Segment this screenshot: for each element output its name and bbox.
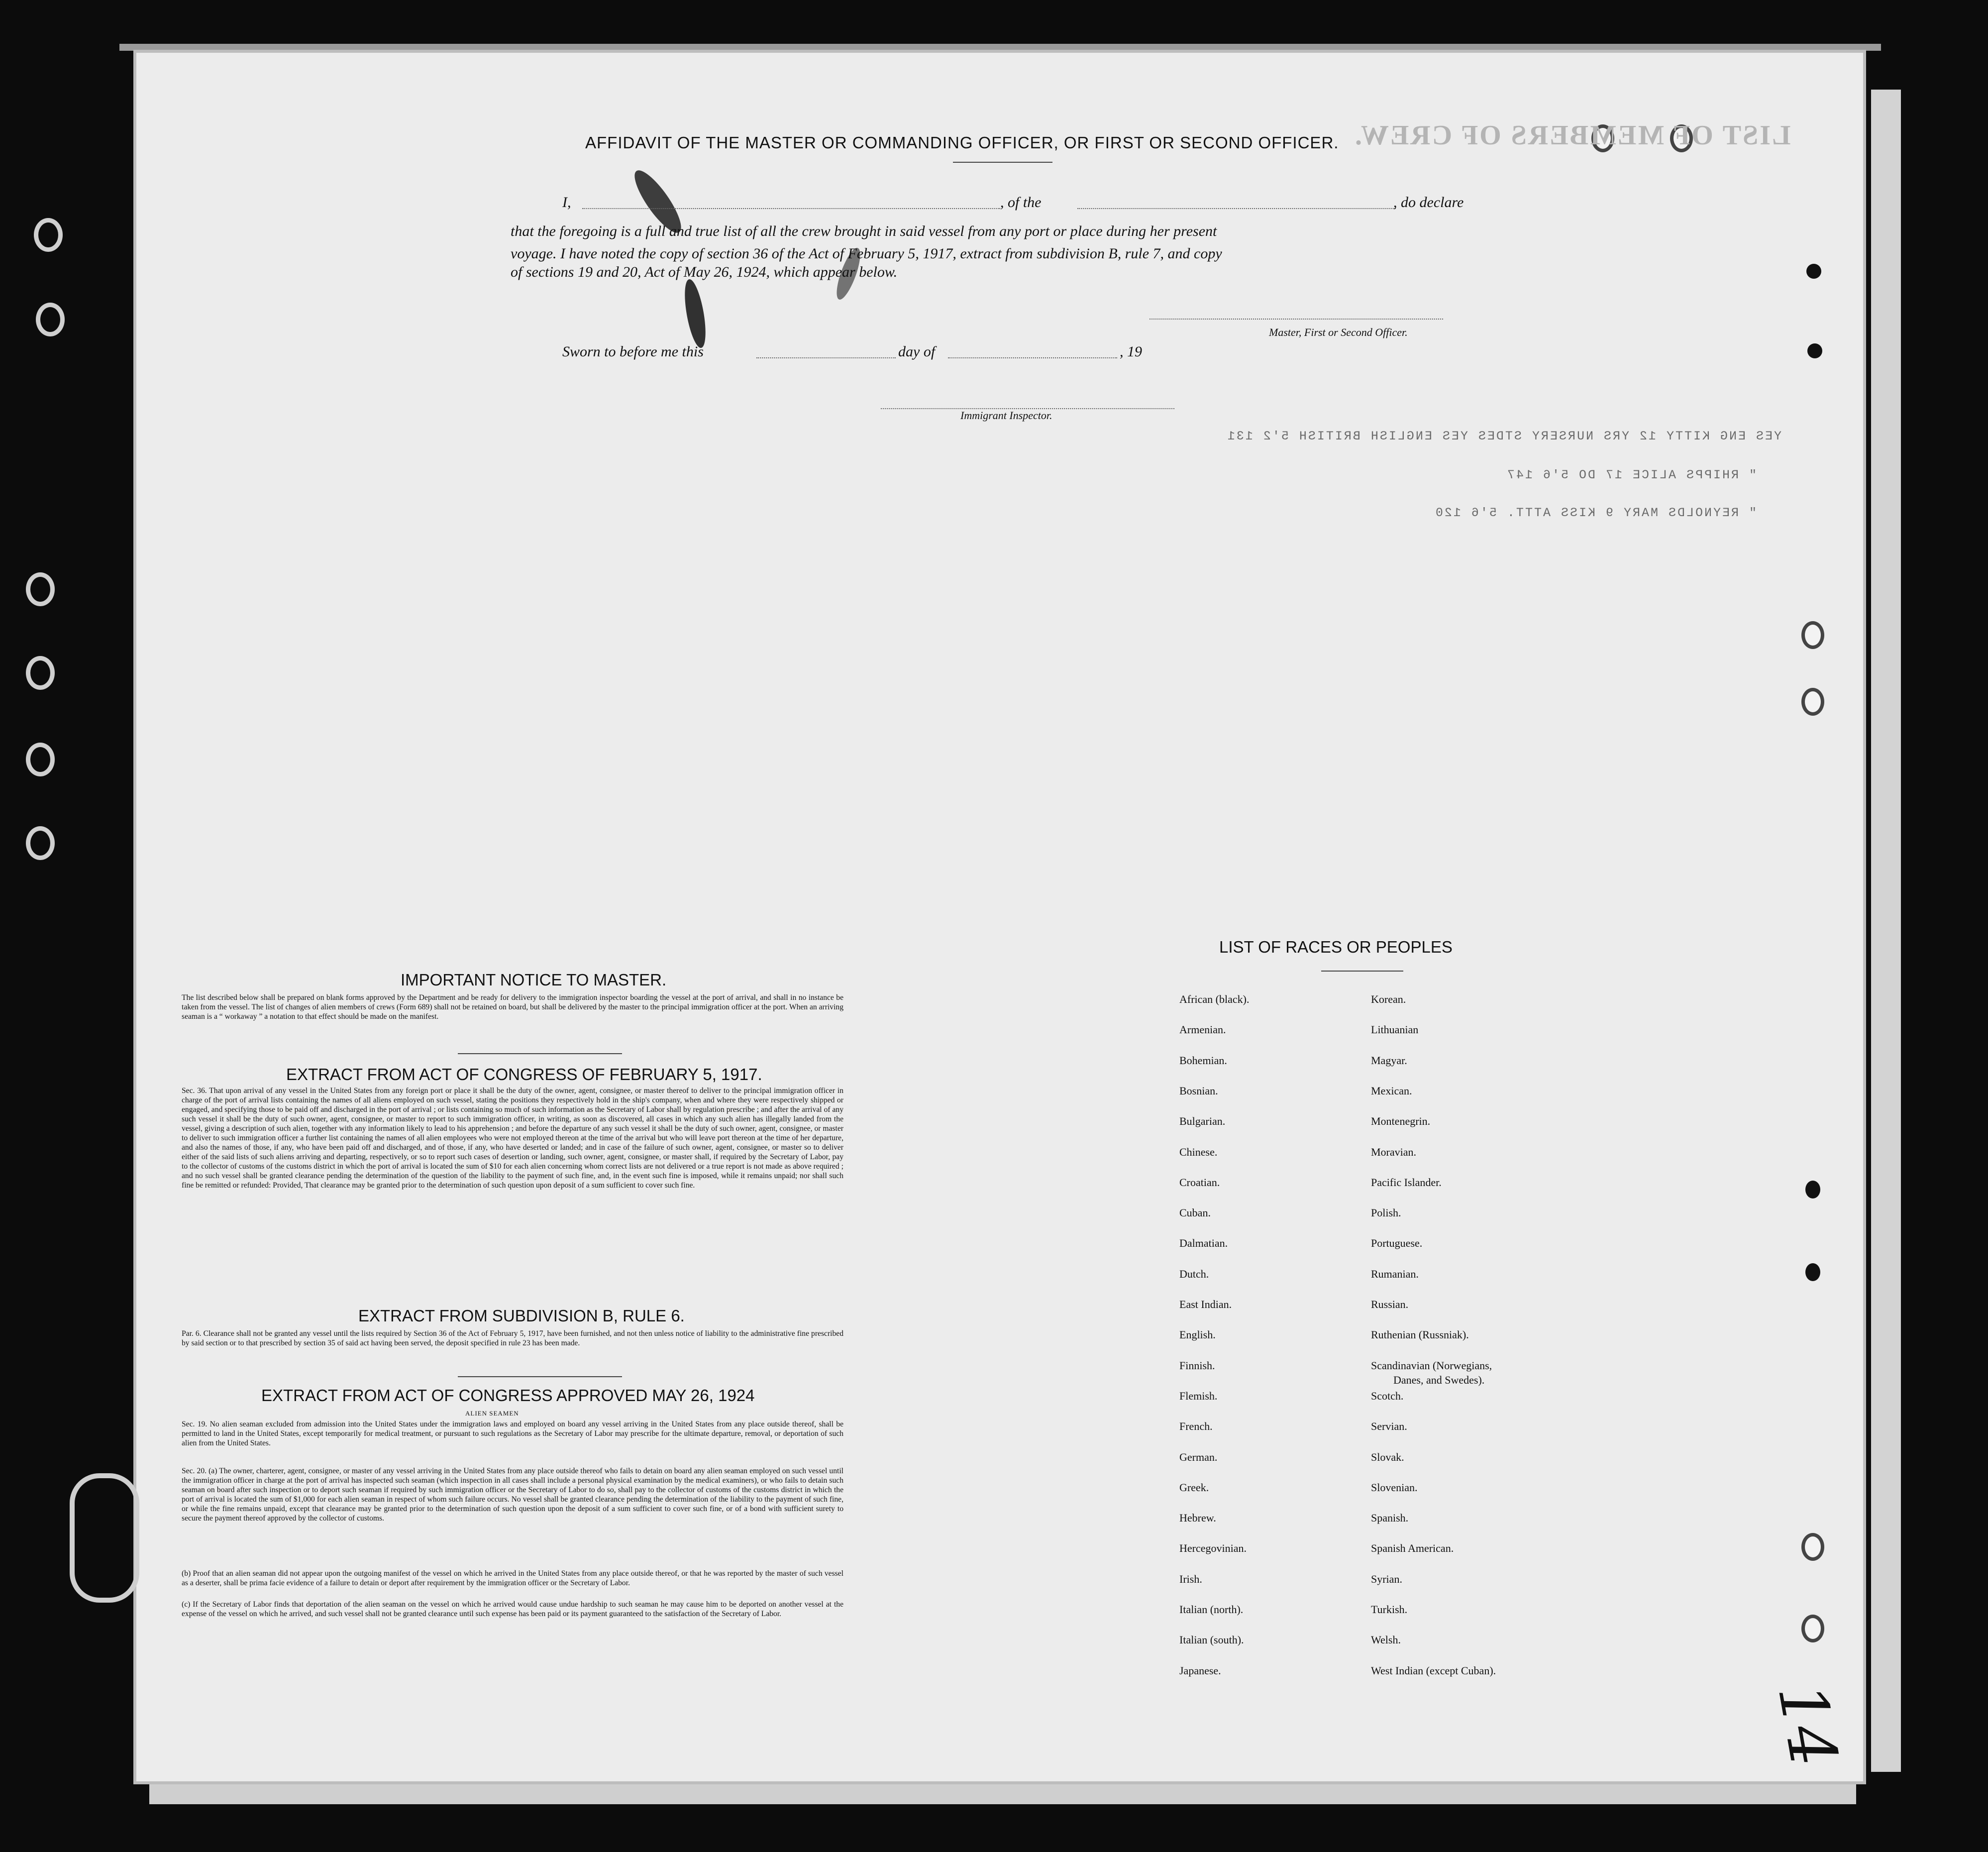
binder-hole (36, 303, 65, 336)
race-item: Spanish. (1371, 1512, 1409, 1525)
races-underline (1321, 971, 1403, 972)
race-item: German. (1179, 1450, 1218, 1463)
sworn-year: , 19 (1120, 343, 1142, 360)
race-item: Irish. (1179, 1572, 1202, 1585)
race-item: Moravian. (1371, 1145, 1417, 1158)
race-item: East Indian. (1179, 1298, 1232, 1310)
race-item: African (black). (1179, 993, 1250, 1005)
document-sheet (133, 50, 1866, 1784)
inspector-label: Immigrant Inspector. (960, 409, 1052, 422)
race-item: Bohemian. (1179, 1054, 1227, 1067)
race-item: Rumanian. (1371, 1267, 1419, 1280)
subdivision-divider (458, 1376, 622, 1377)
page-edge-bottom (149, 1784, 1856, 1804)
race-item: Italian (north). (1179, 1603, 1244, 1616)
sec-19-text: Sec. 19. No alien seaman excluded from admission into the United States under the immigration laws and employed on board any vessel arriving in the United States from any place outside thereof, shall be permitted to land in the United States, except temporarily for medical treatment, or pursuant to such regulations as the Secretary of Labor may prescribe for the ultimate departure, removal, or deportation of such alien from the United States. (182, 1420, 843, 1447)
race-item: Hercegovinian. (1179, 1542, 1247, 1555)
binder-hole (26, 572, 55, 606)
punch-mark (1805, 1181, 1820, 1198)
race-item: Welsh. (1371, 1634, 1401, 1646)
race-item: French. (1179, 1420, 1213, 1433)
bleed-through-row: " RHIPPS ALICE 17 DO 5'6 147 (1505, 468, 1757, 482)
race-item: Bosnian. (1179, 1084, 1218, 1097)
page-number: 14 (1763, 1678, 1852, 1772)
affidavit-line1-mid: , of the (1000, 194, 1042, 211)
race-item: Cuban. (1179, 1206, 1211, 1219)
races-title: LIST OF RACES OR PEOPLES (1219, 938, 1453, 956)
extract-1924-subtitle: ALIEN SEAMEN (465, 1410, 519, 1417)
race-item: Mexican. (1371, 1084, 1412, 1097)
race-item: Russian. (1371, 1298, 1409, 1310)
sworn-day: day of (898, 343, 936, 360)
race-item: Dalmatian. (1179, 1237, 1228, 1250)
bleed-through-row: " REYNOLDS MARY 9 KISS ATTT. 5'6 120 (1434, 506, 1757, 520)
name-blank[interactable] (582, 208, 1000, 209)
race-item: Spanish American. (1371, 1542, 1454, 1555)
sworn-day-blank[interactable] (756, 357, 896, 358)
race-item: Greek. (1179, 1481, 1209, 1494)
affidavit-line1-end: , do declare (1393, 194, 1464, 211)
subdivision-b-title: EXTRACT FROM SUBDIVISION B, RULE 6. (358, 1307, 685, 1325)
punch-mark (1806, 264, 1821, 279)
race-item: Ruthenian (Russniak). (1371, 1328, 1469, 1341)
sec-20c-text: (c) If the Secretary of Labor finds that deportation of the alien seaman on the vessel on which he arrived would cause undue hardship to such seaman he may cause him to be deported on another vessel at the expense of the vessel on which he arrived, and such vessel shall not be granted clearance until such expense has been paid or its payment guaranteed to the satisfaction of the Secretary of Labor. (182, 1600, 843, 1618)
race-item: Portuguese. (1371, 1237, 1423, 1250)
punch-hole (1801, 1533, 1824, 1561)
race-item-continuation: Danes, and Swedes). (1393, 1374, 1485, 1386)
race-item: Servian. (1371, 1420, 1407, 1433)
affidavit-line4: of sections 19 and 20, Act of May 26, 1924, which appear below. (511, 264, 898, 280)
page-edge-right (1871, 90, 1901, 1772)
race-item: Turkish. (1371, 1603, 1408, 1616)
race-item: Scotch. (1371, 1389, 1404, 1402)
binder-hole (26, 826, 55, 860)
race-item: Pacific Islander. (1371, 1176, 1442, 1189)
race-item: Slovak. (1371, 1450, 1404, 1463)
sec-20a-text: Sec. 20. (a) The owner, charterer, agent, consignee, or master of any vessel arriving in the United States from any place outside thereof who fails to detain on board any alien seaman employed on such vessel until the immigration officer in charge at the port of arrival has inspected such seaman (which inspection in all cases shall include a personal physical examination by the medical examiners), or who fails to detain such seaman on board after such inspection or to deport such seaman if required by such immigration officer or the Secretary of Labor to do so, shall pay to the collector of customs of the customs district in which the port of arrival is located the sum of $1,000 for each alien seaman in respect of whom such failure occurs. No vessel shall be granted clearance pending the determination of the liability to the payment of such fine, or while the fine remains unpaid, except that clearance may be granted prior to the determination of such question upon the deposit of a sum sufficient to cover such fine, or of a bond with sufficient surety to secure the payment thereof approved by the collector of customs. (182, 1467, 843, 1523)
notice-divider (458, 1053, 622, 1054)
vessel-blank[interactable] (1077, 208, 1396, 209)
punch-mark (1807, 343, 1822, 358)
affidavit-heading: AFFIDAVIT OF THE MASTER OR COMMANDING OFFICER, OR FIRST OR SECOND OFFICER. (585, 133, 1339, 152)
punch-hole (1801, 621, 1824, 649)
race-item: Polish. (1371, 1206, 1401, 1219)
affidavit-line1-prefix: I, (562, 194, 571, 211)
race-item: Bulgarian. (1179, 1115, 1226, 1128)
affidavit-line3: voyage. I have noted the copy of section 36 of the Act of February 5, 1917, extract from subdivision B, rule 7, and copy (511, 245, 1222, 262)
sec-20b-text: (b) Proof that an alien seaman did not appear upon the outgoing manifest of the vessel on which he arrived in the United States from any place outside thereof, or that he was reported by the master of such vessel as a deserter, shall be prima facie evidence of a failure to detain or deport after requirement by the immigration officer or the Secretary of Labor. (182, 1569, 843, 1587)
race-item: Syrian. (1371, 1572, 1402, 1585)
extract-1917-body: Sec. 36. That upon arrival of any vessel in the United States from any foreign port or place it shall be the duty of the owner, agent, consignee, or master thereof to deliver to the principal immigration officer in charge of the port of arrival lists containing the names of all aliens employed on such vessel, stating the positions they respectively hold in the ship's company, when and where they were respectively shipped or engaged, and specifying those to be paid off and discharged in the port of arrival ; or lists containing so much of such information as the Secretary of Labor shall by regulation prescribe ; and after the arrival of any such vessel it shall be the duty of such owner, agent, consignee, or master to report to such immigration officer, in writing, as soon as discovered, all cases in which any such alien has illegally landed from the vessel, giving a description of such alien, together with any information likely to lead to his apprehension ; and before the departure of any such vessel it shall be the duty of such owner, agent, consignee, or master to deliver to such immigration officer a further list containing the names of all alien employees who were not employed thereon at the time of the arrival but who will leave port thereon at the time of her departure, and also the names of those, if any, who have been paid off and discharged, and of those, if any, who have deserted or landed; and in case of the failure of such owner, agent, consignee, or master so to deliver either of the said lists of such aliens arriving and departing, respectively, or so to report such cases of desertion or landing, such owner, agent, consignee, or master shall, if required by the Secretary of Labor, pay to the collector of customs of the customs district in which the port of arrival is located the sum of $10 for each alien concerning whom correct lists are not delivered or a true report is not made as above required ; and no such vessel shall be granted clearance pending the determination of the question of the liability to the payment of such fine, and, in the event such fine is imposed, while it remains unpaid; nor shall such fine be remitted or refunded: Provided, That clearance may be granted prior to the determination of such question upon deposit of a sum sufficient to cover such fine. (182, 1087, 843, 1190)
notice-body: The list described below shall be prepared on blank forms approved by the Department and be ready for delivery to the immigration inspector boarding the vessel at the port of arrival, and shall in no instance be taken from the vessel. The list of changes of alien members of crews (Form 689) shall not be retained on board, but shall be delivered by the master to the principal immigration officer at the port. When an arriving seaman is a “ workaway ” a notation to that effect should be made on the manifest. (182, 993, 843, 1021)
punch-mark (1805, 1263, 1820, 1281)
race-item: Montenegrin. (1371, 1115, 1431, 1128)
race-item: West Indian (except Cuban). (1371, 1664, 1496, 1677)
race-item: Hebrew. (1179, 1512, 1216, 1525)
race-item: Dutch. (1179, 1267, 1209, 1280)
punch-hole (1801, 1615, 1824, 1642)
race-item: Croatian. (1179, 1176, 1220, 1189)
extract-1924-title: EXTRACT FROM ACT OF CONGRESS APPROVED MAY 26, 1924 (261, 1386, 755, 1405)
race-item: Magyar. (1371, 1054, 1407, 1067)
binder-hole (26, 656, 55, 690)
race-item: Scandinavian (Norwegians, (1371, 1359, 1492, 1372)
race-item: Finnish. (1179, 1359, 1215, 1372)
punch-hole (1801, 688, 1824, 716)
race-item: Japanese. (1179, 1664, 1221, 1677)
officer-label: Master, First or Second Officer. (1269, 326, 1408, 338)
race-item: English. (1179, 1328, 1216, 1341)
bleed-through-header: LIST OF MEMBERS OF CREW. (1354, 120, 1791, 151)
officer-signature-line[interactable] (1150, 319, 1443, 320)
sworn-prefix: Sworn to before me this (562, 343, 704, 360)
race-item: Slovenian. (1371, 1481, 1418, 1494)
bleed-through-row: YES ENG KITTY 12 YRS NURSERY STDES YES ENGLISH BRITISH 5'2 131 (1226, 429, 1781, 443)
race-item: Chinese. (1179, 1145, 1218, 1158)
affidavit-line2: that the foregoing is a full and true list of all the crew brought in said vessel from any port or place during her present (511, 223, 1217, 239)
binder-hole (26, 743, 55, 776)
race-item: Flemish. (1179, 1389, 1218, 1402)
binder-ring (70, 1473, 139, 1603)
notice-title: IMPORTANT NOTICE TO MASTER. (401, 971, 667, 989)
sworn-month-blank[interactable] (948, 357, 1117, 358)
race-item: Lithuanian (1371, 1023, 1419, 1036)
heading-underline (953, 162, 1052, 163)
race-item: Armenian. (1179, 1023, 1226, 1036)
extract-1917-title: EXTRACT FROM ACT OF CONGRESS OF FEBRUARY 5, 1917. (286, 1065, 762, 1084)
binder-hole (34, 218, 63, 252)
race-item: Korean. (1371, 993, 1406, 1005)
race-item: Italian (south). (1179, 1634, 1244, 1646)
subdivision-b-body: Par. 6. Clearance shall not be granted any vessel until the lists required by Section 36 of the Act of February 5, 1917, have been furnished, and not then unless notice of liability to the administrative fine prescribed by said section or to that prescribed by section 35 of said act having been served, the deposit specified in rule 23 has been made. (182, 1329, 843, 1347)
